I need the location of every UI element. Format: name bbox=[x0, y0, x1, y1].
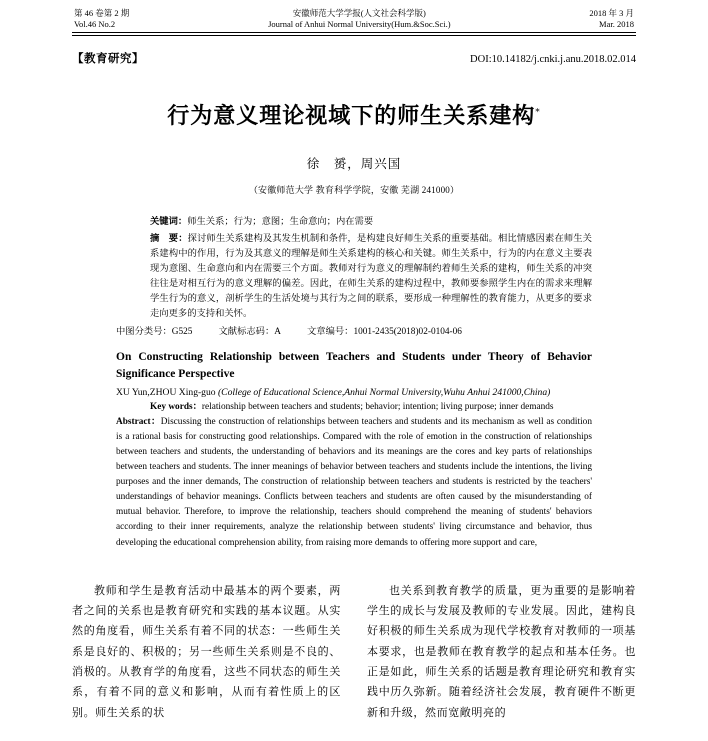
abstract-en bbox=[116, 415, 592, 550]
keywords-label-cn: 关键词： bbox=[150, 215, 188, 227]
article-category: 【教育研究】 bbox=[72, 50, 144, 65]
doc-value: A bbox=[274, 326, 281, 337]
body-columns bbox=[72, 581, 636, 723]
abstract-label-cn: 摘 要： bbox=[150, 232, 188, 244]
authors-en-names: XU Yun,ZHOU Xing-guo bbox=[116, 387, 216, 399]
doc-code bbox=[218, 325, 281, 340]
volume-issue-en: Vol.46 No.2 bbox=[74, 19, 116, 30]
abstract-cn bbox=[116, 231, 592, 322]
affiliation-cn: （安徽师范大学 教育科学学院，安徽 芜湖 241000） bbox=[248, 184, 460, 195]
article-title-en: On Constructing Relationship between Teachers and Students under Theory of Behavior Significance Perspective bbox=[116, 350, 592, 380]
authors-en bbox=[116, 386, 592, 399]
doc-label: 文献标志码： bbox=[218, 326, 275, 337]
running-head bbox=[72, 8, 636, 32]
classification-codes bbox=[116, 325, 592, 340]
keywords-en bbox=[116, 400, 592, 414]
clc-value: G525 bbox=[171, 326, 193, 337]
body-paragraph: 也关系到教育教学的质量，更为重要的是影响着学生的成长与发展及教师的专业发展。因此，建构良好积极的师生关系成为现代学校教育对教师的一项基本要求，也是教师在教育教学的起点和基本任务。也正是如此，师生关系的话题是教育理论研究和教育实践中历久弥新。随着经济社会发展，教育硬件不断更新和升级，然而宽敞明亮的 bbox=[367, 584, 636, 719]
abstract-label-en: Abstract： bbox=[116, 417, 161, 428]
body-column-right bbox=[367, 581, 636, 723]
running-head-center bbox=[129, 8, 589, 30]
page-title bbox=[72, 99, 636, 130]
header-divider bbox=[72, 32, 636, 36]
clc-label: 中图分类号： bbox=[116, 326, 172, 337]
keywords-value-cn: 师生关系；行为；意图；生命意向；内在需要 bbox=[187, 216, 374, 227]
running-head-right bbox=[589, 8, 634, 30]
title-footnote-marker: * bbox=[535, 107, 541, 118]
volume-issue-cn: 第 46 卷第 2 期 bbox=[74, 8, 130, 18]
abstract-block-cn bbox=[116, 214, 592, 551]
article-id-value: 1001-2435(2018)02-0104-06 bbox=[353, 326, 462, 337]
running-head-left bbox=[74, 8, 129, 30]
article-id bbox=[307, 325, 462, 340]
category-line bbox=[72, 50, 636, 66]
keywords-value-en: relationship between teachers and students; behavior; intention; living purpose; inner demands bbox=[201, 401, 554, 412]
doi-text: DOI:10.14182/j.cnki.j.anu.2018.02.014 bbox=[470, 53, 636, 65]
journal-name-cn: 安徽师范大学学报(人文社会科学版) bbox=[292, 8, 426, 18]
clc-code bbox=[116, 325, 192, 340]
body-paragraph: 教师和学生是教育活动中最基本的两个要素，两者之间的关系也是教育研究和实践的基本议题。从实然的角度看，师生关系有着不同的状态：一些师生关系是良好的、积极的；另一些师生关系则是不良的、消极的。从教育学的角度看，这些不同状态的师生关系，有着不同的意义和影响，从而有着性质上的区别。师生关系的状 bbox=[72, 584, 341, 719]
authors-cn: 徐 赟，周兴国 bbox=[306, 155, 402, 171]
article-title-cn: 行为意义理论视域下的师生关系建构 bbox=[167, 103, 536, 129]
abstract-value-en: Discussing the construction of relationships between teachers and students and its mechanism as well as condition is a rational basis for constructing good relationships. Compared with the role of emotion in the construction of relationships between teachers and students, the understanding of behaviors and its meanings are the cores and key parts of relationships between teachers and students. The inner meanings of behavior between teachers and students include the intentions, the living purposes and the inner demands, The construction of relationship between teachers and students is restricted by the teachers' understandings of behavior meanings. Conflicts between teachers and students are often caused by the misunderstanding of mutual behavior. Therefore, to improve the relationship, teachers should comprehend the meaning of students' behaviors according to their inner requirements, analyze the relationship between students' living circumstance and behavior, thus developing the educational comprehension ability, from raising more demands to offering more support and care, bbox=[116, 417, 592, 548]
affiliation-en: (College of Educational Science,Anhui Normal University,Wuhu Anhui 241000,China) bbox=[217, 387, 551, 399]
issue-date-en: Mar. 2018 bbox=[599, 19, 634, 30]
keywords-label-en: Key words： bbox=[150, 401, 202, 412]
body-column-left bbox=[72, 581, 341, 723]
journal-name-en: Journal of Anhui Normal University(Hum.&Soc.Sci.) bbox=[268, 19, 451, 30]
article-id-label: 文章编号： bbox=[306, 326, 354, 337]
abstract-value-cn: 探讨师生关系建构及其发生机制和条件，是构建良好师生关系的重要基础。相比情感因素在师生关系建构中的作用，行为及其意义的理解是师生关系建构的核心和关键。师生关系中，行为的内在意义主要表现为意图、生命意向和内在需要三个方面。教师对行为意义的理解制约着师生关系的建构，师生关系的冲突往往是对相互行为的意义理解的偏差。因此，在师生关系的建构过程中，教师要参照学生内在的需求来理解学生行为的意义，剖析学生的生活处境与其行为之间的联系，要形成一种理解性的教育能力，从更多的要求走向更多的支持和关怀。 bbox=[150, 233, 592, 319]
keywords-cn bbox=[116, 214, 592, 230]
issue-date-cn: 2018 年 3 月 bbox=[589, 8, 634, 18]
